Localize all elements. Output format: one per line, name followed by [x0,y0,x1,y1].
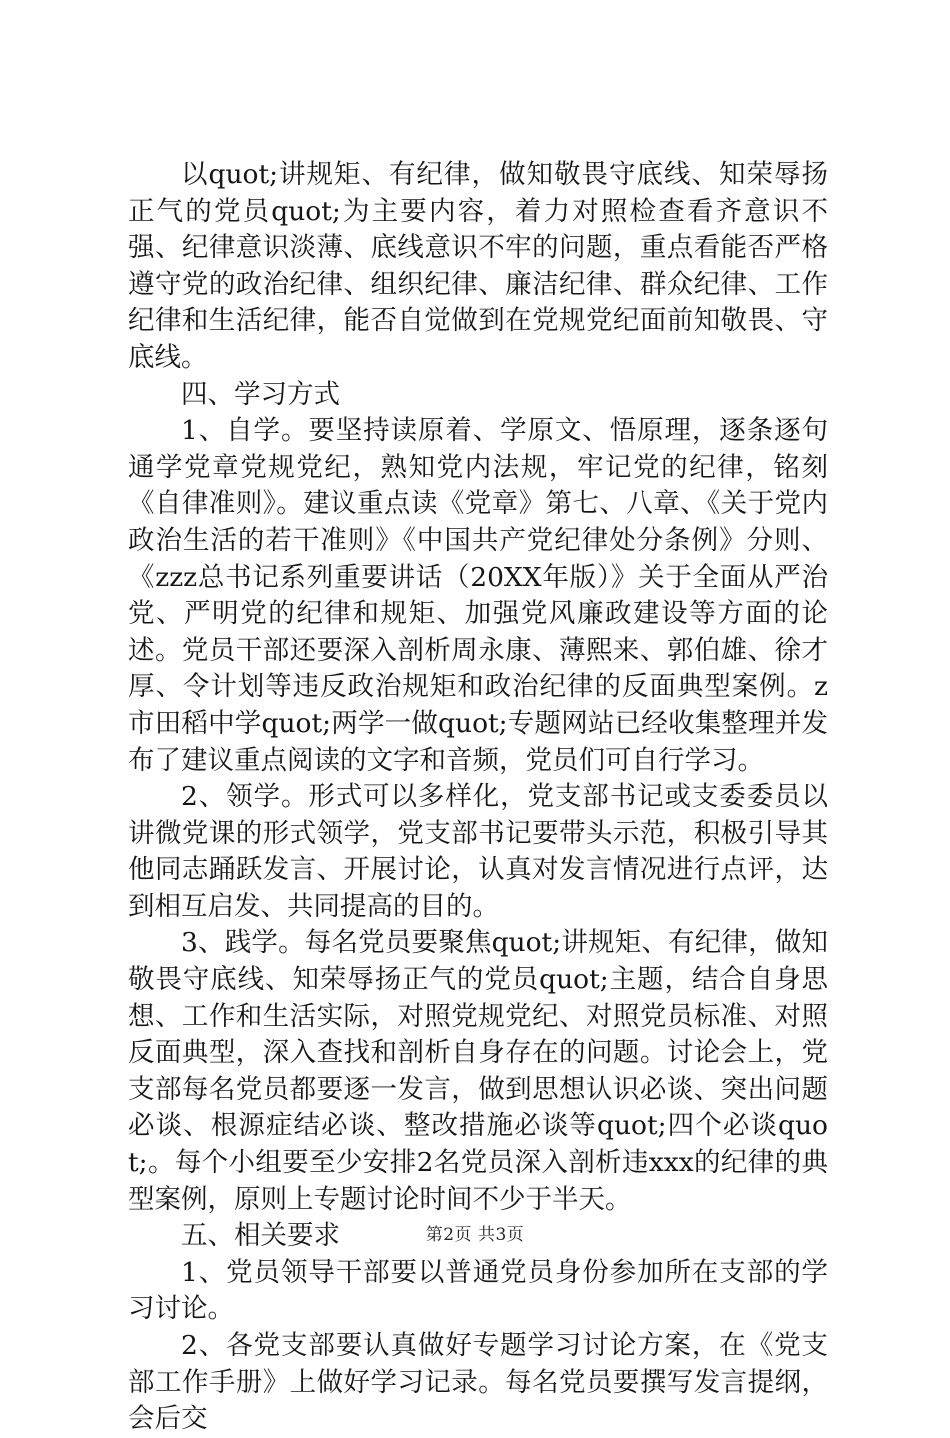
section-heading-study-methods: 四、学习方式 [181,378,340,410]
paragraph-requirement-2: 2、各党支部要认真做好专题学习讨论方案，在《党支部工作手册》上做好学习记录。每名党员要撰写发言提纲，会后交 [128,1330,828,1435]
paragraph-guided-study: 2、领学。形式可以多样化，党支部书记或支委委员以讲微党课的形式领学，党支部书记要带头示范，积极引导其他同志踊跃发言、开展讨论，认真对发言情况进行点评，达到相互启发、共同提高的目的。 [128,781,828,922]
paragraph-self-study: 1、自学。要坚持读原着、学原文、悟原理，逐条逐句通学党章党规党纪，熟知党内法规，牢记党的纪律，铭刻《自律准则》。建议重点读《党章》第七、八章、《关于党内政治生活的若干准则》《中国共产党纪律处分条例》分则、《zzz总书记系列重要讲话（20XX年版）》关于全面从严治党、严明党的纪律和规矩、加强党风廉政建设等方面的论述。党员干部还要深入剖析周永康、薄熙来、郭伯雄、徐才厚、令计划等违反政治规矩和政治纪律的反面典型案例。z市田稻中学quot;两学一做quot;专题网站已经收集整理并发布了建议重点阅读的文字和音频，党员们可自行学习。 [128,415,828,776]
paragraph-requirement-1: 1、党员领导干部要以普通党员身份参加所在支部的学习讨论。 [128,1256,828,1325]
paragraph-main-content: 以quot;讲规矩、有纪律，做知敬畏守底线、知荣辱扬正气的党员quot;为主要内容，着力对照检查看齐意识不强、纪律意识淡薄、底线意识不牢的问题，重点看能否严格遵守党的政治纪律、组织纪律、廉洁纪律、群众纪律、工作纪律和生活纪律，能否自觉做到在党规党纪面前知敬畏、守底线。 [128,159,828,373]
page-number-footer: 第2页 共3页 [425,1225,525,1245]
document-body [128,157,828,1438]
section-heading-requirements: 五、相关要求 [181,1220,340,1252]
paragraph-practice-study: 3、践学。每名党员要聚焦quot;讲规矩、有纪律，做知敬畏守底线、知荣辱扬正气的党员quot;主题，结合自身思想、工作和生活实际，对照党规党纪、对照党员标准、对照反面典型，深入查找和剖析自身存在的问题。讨论会上，党支部每名党员都要逐一发言，做到思想认识必谈、突出问题必谈、根源症结必谈、整改措施必谈等quot;四个必谈quot;。每个小组要至少安排2名党员深入剖析违xxx的纪律的典型案例，原则上专题讨论时间不少于半天。 [128,927,828,1215]
